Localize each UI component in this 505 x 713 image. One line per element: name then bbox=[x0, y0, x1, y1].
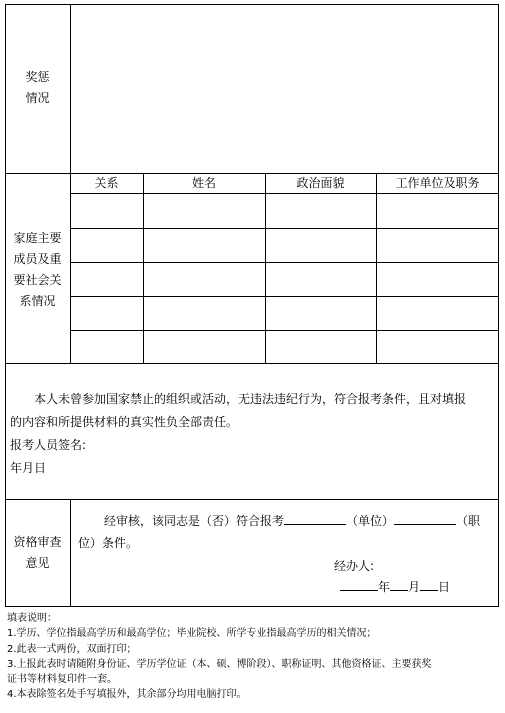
rewards-content-field[interactable] bbox=[72, 6, 496, 171]
employer-position-cell[interactable] bbox=[377, 263, 498, 295]
family-label bbox=[5, 228, 70, 312]
family-label-line: 家庭主要 bbox=[13, 231, 62, 245]
year-blank[interactable] bbox=[340, 578, 378, 591]
instruction-item: 1.学历、学位指最高学历和最高学位；毕业院校、所学专业指最高学历的相关情况； bbox=[7, 628, 377, 640]
political-status-cell[interactable] bbox=[266, 331, 375, 362]
political-status-cell[interactable] bbox=[266, 194, 375, 227]
declaration-block bbox=[10, 388, 490, 480]
review-date bbox=[340, 577, 450, 597]
relation-cell[interactable] bbox=[71, 263, 142, 295]
review-label-line: 资格审查 bbox=[13, 535, 62, 549]
row-divider bbox=[5, 499, 499, 500]
name-cell[interactable] bbox=[144, 331, 264, 362]
day-blank[interactable] bbox=[420, 578, 438, 591]
day-label: 日 bbox=[438, 580, 451, 594]
political-status-cell[interactable] bbox=[266, 229, 375, 261]
review-text bbox=[78, 510, 493, 554]
row-divider bbox=[5, 363, 499, 364]
signature-label: 报考人员签名: bbox=[10, 438, 87, 452]
col-divider bbox=[70, 499, 71, 607]
post-blank[interactable] bbox=[394, 512, 456, 525]
month-blank[interactable] bbox=[390, 578, 408, 591]
name-cell[interactable] bbox=[144, 194, 264, 227]
header-employer-position: 工作单位及职务 bbox=[395, 176, 480, 190]
unit-blank[interactable] bbox=[284, 512, 346, 525]
instruction-item: 3.上报此表时请随附身份证、学历学位证（本、硕、博阶段）、职称证明、其他资格证、主要获奖 bbox=[7, 658, 432, 670]
employer-position-cell[interactable] bbox=[377, 297, 498, 329]
rewards-label-line: 奖惩 bbox=[25, 70, 50, 84]
political-status-cell[interactable] bbox=[266, 263, 375, 295]
header-political-status: 政治面貌 bbox=[296, 176, 345, 190]
name-cell[interactable] bbox=[144, 297, 264, 329]
employer-position-cell[interactable] bbox=[377, 229, 498, 261]
declaration-text: 本人未曾参加国家禁止的组织或活动，无违法违纪行为，符合报考条件，且对填报 bbox=[34, 392, 467, 406]
family-label-line: 系情况 bbox=[19, 294, 56, 308]
family-label-line: 成员及重 bbox=[13, 252, 62, 266]
instruction-item: 2.此表一式两份，双面打印； bbox=[7, 643, 137, 655]
rewards-label-line: 情况 bbox=[25, 91, 50, 105]
instruction-item: 证书等材料复印件一套。 bbox=[7, 674, 117, 686]
month-label: 月 bbox=[408, 580, 421, 594]
name-cell[interactable] bbox=[144, 263, 264, 295]
rewards-label bbox=[5, 67, 70, 109]
name-cell[interactable] bbox=[144, 229, 264, 261]
handler-label: 经办人: bbox=[334, 559, 375, 573]
unit-label: （单位） bbox=[346, 514, 395, 528]
relation-cell[interactable] bbox=[71, 194, 142, 227]
relation-cell[interactable] bbox=[71, 297, 142, 329]
relation-cell[interactable] bbox=[71, 331, 142, 362]
instructions-title: 填表说明： bbox=[7, 613, 57, 624]
review-label bbox=[5, 532, 70, 574]
instruction-item: 4.本表除签名处手写填报外，其余部分均用电脑打印。 bbox=[7, 689, 247, 701]
header-name: 姓名 bbox=[191, 176, 216, 190]
relation-cell[interactable] bbox=[71, 229, 142, 261]
declaration-text: 的内容和所提供材料的真实性负全部责任。 bbox=[10, 415, 239, 429]
review-statement: 经审核，该同志是（否）符合报考 bbox=[104, 514, 285, 528]
post-label: （职 bbox=[456, 514, 481, 528]
date-label: 年月日 bbox=[10, 461, 47, 475]
header-relation: 关系 bbox=[94, 176, 119, 190]
family-label-line: 要社会关 bbox=[13, 273, 62, 287]
political-status-cell[interactable] bbox=[266, 297, 375, 329]
review-condition: 位）条件。 bbox=[78, 536, 139, 550]
year-label: 年 bbox=[378, 580, 391, 594]
review-label-line: 意见 bbox=[25, 556, 50, 570]
filling-instructions bbox=[7, 611, 501, 703]
employer-position-cell[interactable] bbox=[377, 194, 498, 227]
employer-position-cell[interactable] bbox=[377, 331, 498, 362]
